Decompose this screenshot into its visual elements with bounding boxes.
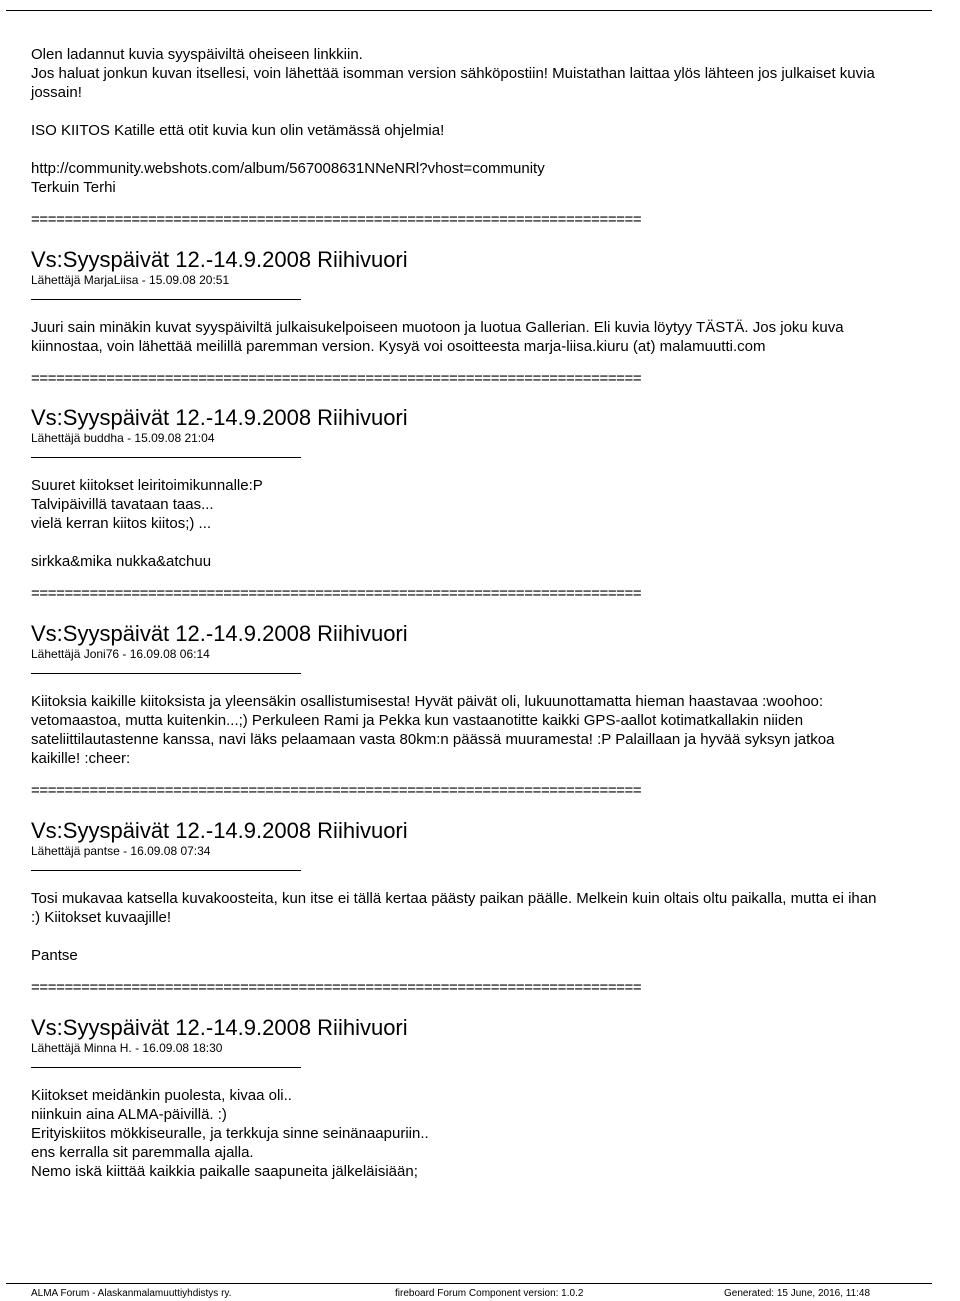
post-meta: Lähettäjä pantse - 16.09.08 07:34 xyxy=(31,844,211,858)
post-text-line: vetomaastoa, mutta kuitenkin...;) Perkuleen Rami ja Pekka kun vastaanotitte kaikki GPS-aallot kotimatkallakin niiden xyxy=(31,712,804,729)
separator: ========================================================================= xyxy=(31,585,642,602)
post-text-line: Suuret kiitokset leiritoimikunnalle:P xyxy=(31,477,263,494)
separator: ========================================================================= xyxy=(31,211,642,228)
post-text-line: kiinnostaa, voin lähettää meilillä paremman version. Kysyä voi osoitteesta marja-liisa.kiuru (at) malamuutti.com xyxy=(31,338,766,355)
intro-line-2: Jos haluat jonkun kuvan itsellesi, voin lähettää isomman version sähköpostiin! Muistathan laittaa ylös lähteen jos julkaiset kuvia xyxy=(31,65,875,82)
footer-right: Generated: 15 June, 2016, 11:48 xyxy=(724,1288,871,1299)
footer-center: fireboard Forum Component version: 1.0.2 xyxy=(395,1288,584,1299)
top-rule xyxy=(6,10,932,11)
intro-line-4: ISO KIITOS Katille että otit kuvia kun olin vetämässä ohjelmia! xyxy=(31,122,445,139)
post-title: Vs:Syyspäivät 12.-14.9.2008 Riihivuori xyxy=(31,405,408,430)
footer-left: ALMA Forum - Alaskanmalamuuttiyhdistys ry. xyxy=(31,1288,232,1299)
post-meta: Lähettäjä buddha - 15.09.08 21:04 xyxy=(31,431,215,445)
post-text-line: niinkuin aina ALMA-päivillä. :) xyxy=(31,1106,227,1123)
post-text-line: Erityiskiitos mökkiseuralle, ja terkkuja sinne seinänaapuriin.. xyxy=(31,1125,429,1142)
post-text-line: Nemo iskä kiittää kaikkia paikalle saapuneita jälkeläisiään; xyxy=(31,1163,418,1180)
intro-line-1: Olen ladannut kuvia syyspäiviltä oheiseen linkkiin. xyxy=(31,46,363,63)
post-text-line: sateliittilautastenne kanssa, navi läks pelaamaan vasta 80km:n päässä muuramesta! :P Palaillaan ja hyvää syksyn jatkoa xyxy=(31,731,835,748)
post-meta: Lähettäjä Minna H. - 16.09.08 18:30 xyxy=(31,1041,223,1055)
post-text-line: Tosi mukavaa katsella kuvakoosteita, kun itse ei tällä kertaa päästy paikan päälle. Melkein kuin oltais oltu paikalla, mutta ei ihan xyxy=(31,890,877,907)
page-content xyxy=(31,45,960,1181)
intro-signoff: Terkuin Terhi xyxy=(31,179,116,196)
post-title: Vs:Syyspäivät 12.-14.9.2008 Riihivuori xyxy=(31,1015,408,1040)
post-text-line: Talvipäivillä tavataan taas... xyxy=(31,496,214,513)
post-meta: Lähettäjä Joni76 - 16.09.08 06:14 xyxy=(31,647,210,661)
post-title: Vs:Syyspäivät 12.-14.9.2008 Riihivuori xyxy=(31,247,408,272)
post-text-line: :) Kiitokset kuvaajille! xyxy=(31,909,172,926)
post-text-line: vielä kerran kiitos kiitos;) ... xyxy=(31,515,212,532)
post-text-line: ens kerralla sit paremmalla ajalla. xyxy=(31,1144,254,1161)
separator: ========================================================================= xyxy=(31,979,642,996)
separator: ========================================================================= xyxy=(31,370,642,387)
post-title: Vs:Syyspäivät 12.-14.9.2008 Riihivuori xyxy=(31,818,408,843)
footer-rule xyxy=(6,1283,932,1284)
post-text-line: Juuri sain minäkin kuvat syyspäiviltä julkaisukelpoiseen muotoon ja luotua Gallerian. Eli kuvia löytyy TÄSTÄ. Jos joku kuva xyxy=(31,319,844,336)
post-text-line: sirkka&mika nukka&atchuu xyxy=(31,553,212,570)
separator: ========================================================================= xyxy=(31,782,642,799)
post-text-line: Pantse xyxy=(31,947,78,964)
post-meta: Lähettäjä MarjaLiisa - 15.09.08 20:51 xyxy=(31,273,230,287)
album-link[interactable]: http://community.webshots.com/album/567008631NNeNRl?vhost=community xyxy=(31,160,545,177)
post-text-line: Kiitokset meidänkin puolesta, kivaa oli.. xyxy=(31,1087,292,1104)
post-text-line: Kiitoksia kaikille kiitoksista ja yleensäkin osallistumisesta! Hyvät päivät oli, lukuunottamatta hieman haastavaa :woohoo: xyxy=(31,693,824,710)
post-title: Vs:Syyspäivät 12.-14.9.2008 Riihivuori xyxy=(31,621,408,646)
post-text-line: kaikille! :cheer: xyxy=(31,750,131,767)
intro-line-3: jossain! xyxy=(31,84,82,101)
